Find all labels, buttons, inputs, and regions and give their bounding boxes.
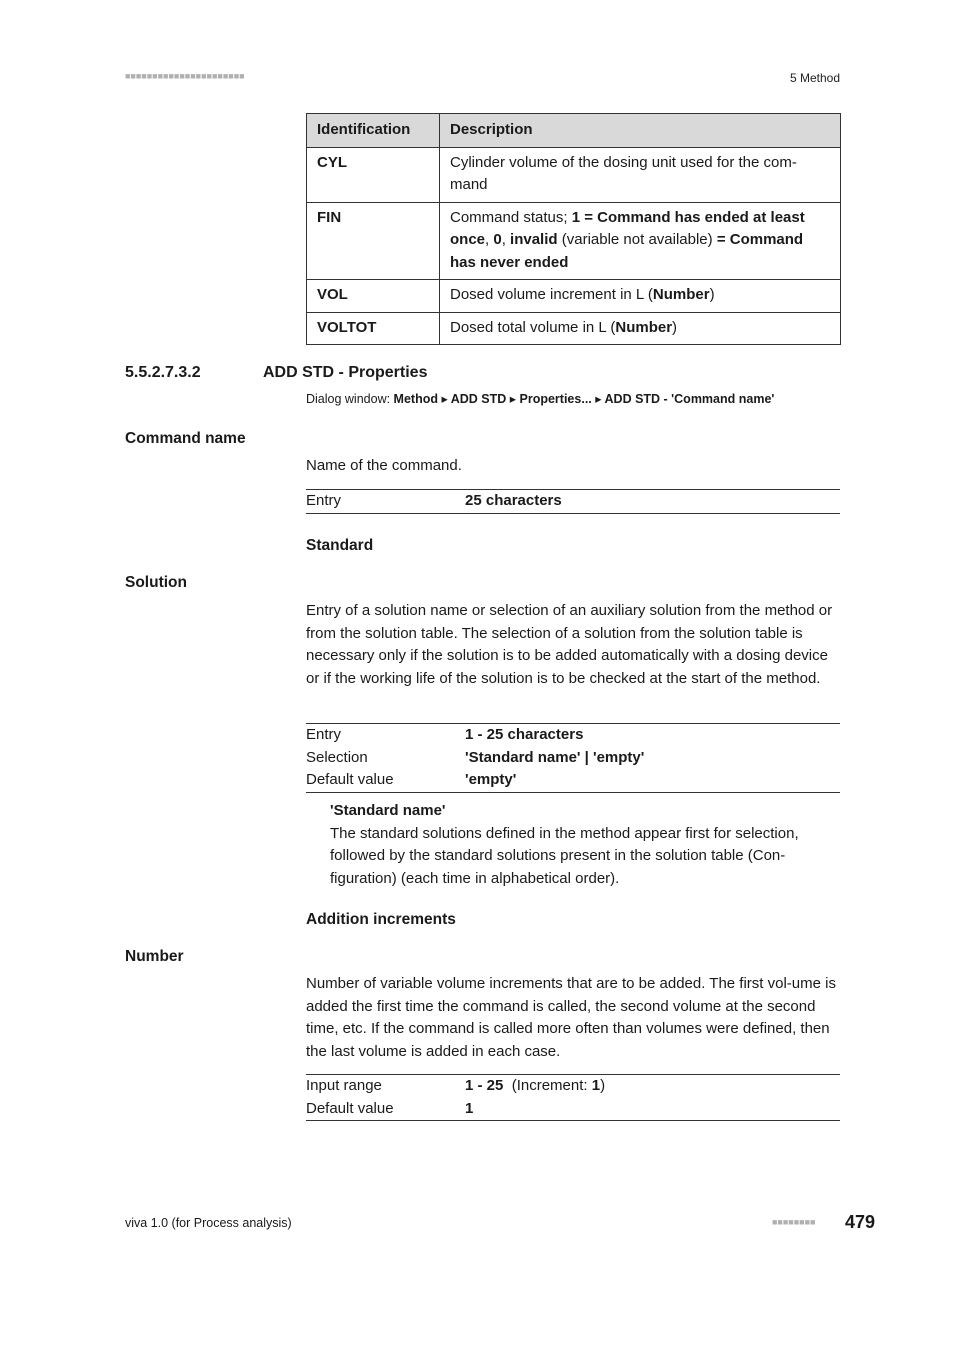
header-decoration: ■■■■■■■■■■■■■■■■■■■■■■ xyxy=(125,71,245,81)
footer-product: viva 1.0 (for Process analysis) xyxy=(125,1216,292,1230)
prop-row-entry xyxy=(306,724,840,747)
dialog-label: Dialog window: xyxy=(306,392,394,406)
solution-desc: Entry of a solution name or selection of an auxiliary solution from the method or from the solution table. The selection of a solution from the solution table is necessary only if the solution is to be added automatically with a dosing device or if the working life of the solution is to be checked at the start of the method. xyxy=(306,602,833,687)
identification-cell: FIN xyxy=(307,202,440,280)
increment-close: ) xyxy=(600,1077,606,1094)
identification-cell: VOL xyxy=(307,280,440,313)
command-name-props xyxy=(306,489,840,514)
table-body xyxy=(307,147,841,345)
col-description: Description xyxy=(440,114,841,148)
description-text: 1 = Command has ended at least once xyxy=(450,208,805,248)
prop-key: Entry xyxy=(306,726,342,743)
description-text: Dosed volume increment in L ( xyxy=(450,286,653,303)
description-text: , xyxy=(501,231,511,248)
prop-key: Default value xyxy=(306,1099,394,1117)
description-text: = Command has never ended xyxy=(450,231,804,271)
number-heading: Number xyxy=(125,948,184,965)
description-text: 0 xyxy=(493,231,502,248)
description-text: Cylinder volume of the dosing unit used for the com-mand xyxy=(450,153,797,193)
prop-value: 'Standard name' | 'empty' xyxy=(465,748,645,766)
prop-row-default xyxy=(306,1098,840,1121)
note-text: The standard solutions defined in the method appear first for selection, followed by the standard solutions present in the solution table (Con-figuration) (each time in alphabetical order). xyxy=(330,824,799,887)
description-text: , xyxy=(485,231,494,248)
prop-key: Input range xyxy=(306,1077,382,1094)
description-text: Command status; xyxy=(450,208,572,226)
footer-decoration: ■■■■■■■■ xyxy=(772,1217,816,1227)
prop-value: 'empty' xyxy=(465,771,517,788)
dialog-path-value: Method ▸ ADD STD ▸ Properties... ▸ ADD STD - 'Command name' xyxy=(393,392,775,406)
prop-row-range xyxy=(306,1075,840,1098)
section-number: 5.5.2.7.3.2 xyxy=(125,364,201,381)
table-row xyxy=(307,280,841,313)
standard-heading: Standard xyxy=(306,537,374,554)
description-cell xyxy=(440,202,841,280)
table-row xyxy=(307,312,841,345)
chapter-title: 5 Method xyxy=(789,71,840,85)
range-value: 1 - 25 xyxy=(465,1077,504,1094)
description-text: ) xyxy=(672,318,678,336)
description-cell xyxy=(440,280,841,313)
description-text: Number xyxy=(615,318,673,336)
prop-key: Default value xyxy=(306,771,394,788)
table-header-row xyxy=(307,114,841,148)
note-title: 'Standard name' xyxy=(330,802,446,819)
prop-key: Selection xyxy=(306,748,368,766)
description-text: invalid xyxy=(510,231,558,248)
solution-heading: Solution xyxy=(125,574,187,591)
number-props xyxy=(306,1074,840,1121)
command-name-heading: Command name xyxy=(125,430,246,447)
page-number: 479 xyxy=(845,1212,876,1232)
dialog-path xyxy=(306,390,774,408)
identification-cell: CYL xyxy=(307,147,440,202)
identification-table xyxy=(306,113,841,345)
prop-key: Entry xyxy=(306,492,342,509)
col-identification: Identification xyxy=(307,114,440,148)
table-row xyxy=(307,202,841,280)
increment-value: 1 xyxy=(591,1077,601,1094)
number-desc: Number of variable volume increments that are to be added. The first vol-ume is added the first time the command is called, the second volume at the second time, etc. If the command is called more often than volumes were defined, then the last volume is added in each case. xyxy=(306,975,836,1060)
table-row xyxy=(307,147,841,202)
command-name-desc: Name of the command. xyxy=(306,457,462,474)
prop-row-entry xyxy=(306,490,840,513)
description-text: ) xyxy=(709,286,715,303)
prop-value xyxy=(465,1075,605,1098)
prop-value: 1 - 25 characters xyxy=(465,726,584,743)
prop-value: 1 xyxy=(465,1099,474,1117)
increment-label: (Increment: xyxy=(511,1077,592,1094)
standard-name-note xyxy=(330,800,842,890)
description-text: Dosed total volume in L ( xyxy=(450,318,616,336)
description-text: (variable not available) xyxy=(557,231,717,248)
description-cell xyxy=(440,147,841,202)
prop-row-default xyxy=(306,769,840,792)
prop-value: 25 characters xyxy=(465,492,562,509)
section-title: ADD STD - Properties xyxy=(263,364,428,381)
prop-row-selection xyxy=(306,747,840,770)
addition-increments-heading: Addition increments xyxy=(306,911,456,928)
solution-props xyxy=(306,723,840,793)
description-cell xyxy=(440,312,841,345)
description-text: Number xyxy=(652,286,710,303)
identification-cell: VOLTOT xyxy=(307,312,440,345)
